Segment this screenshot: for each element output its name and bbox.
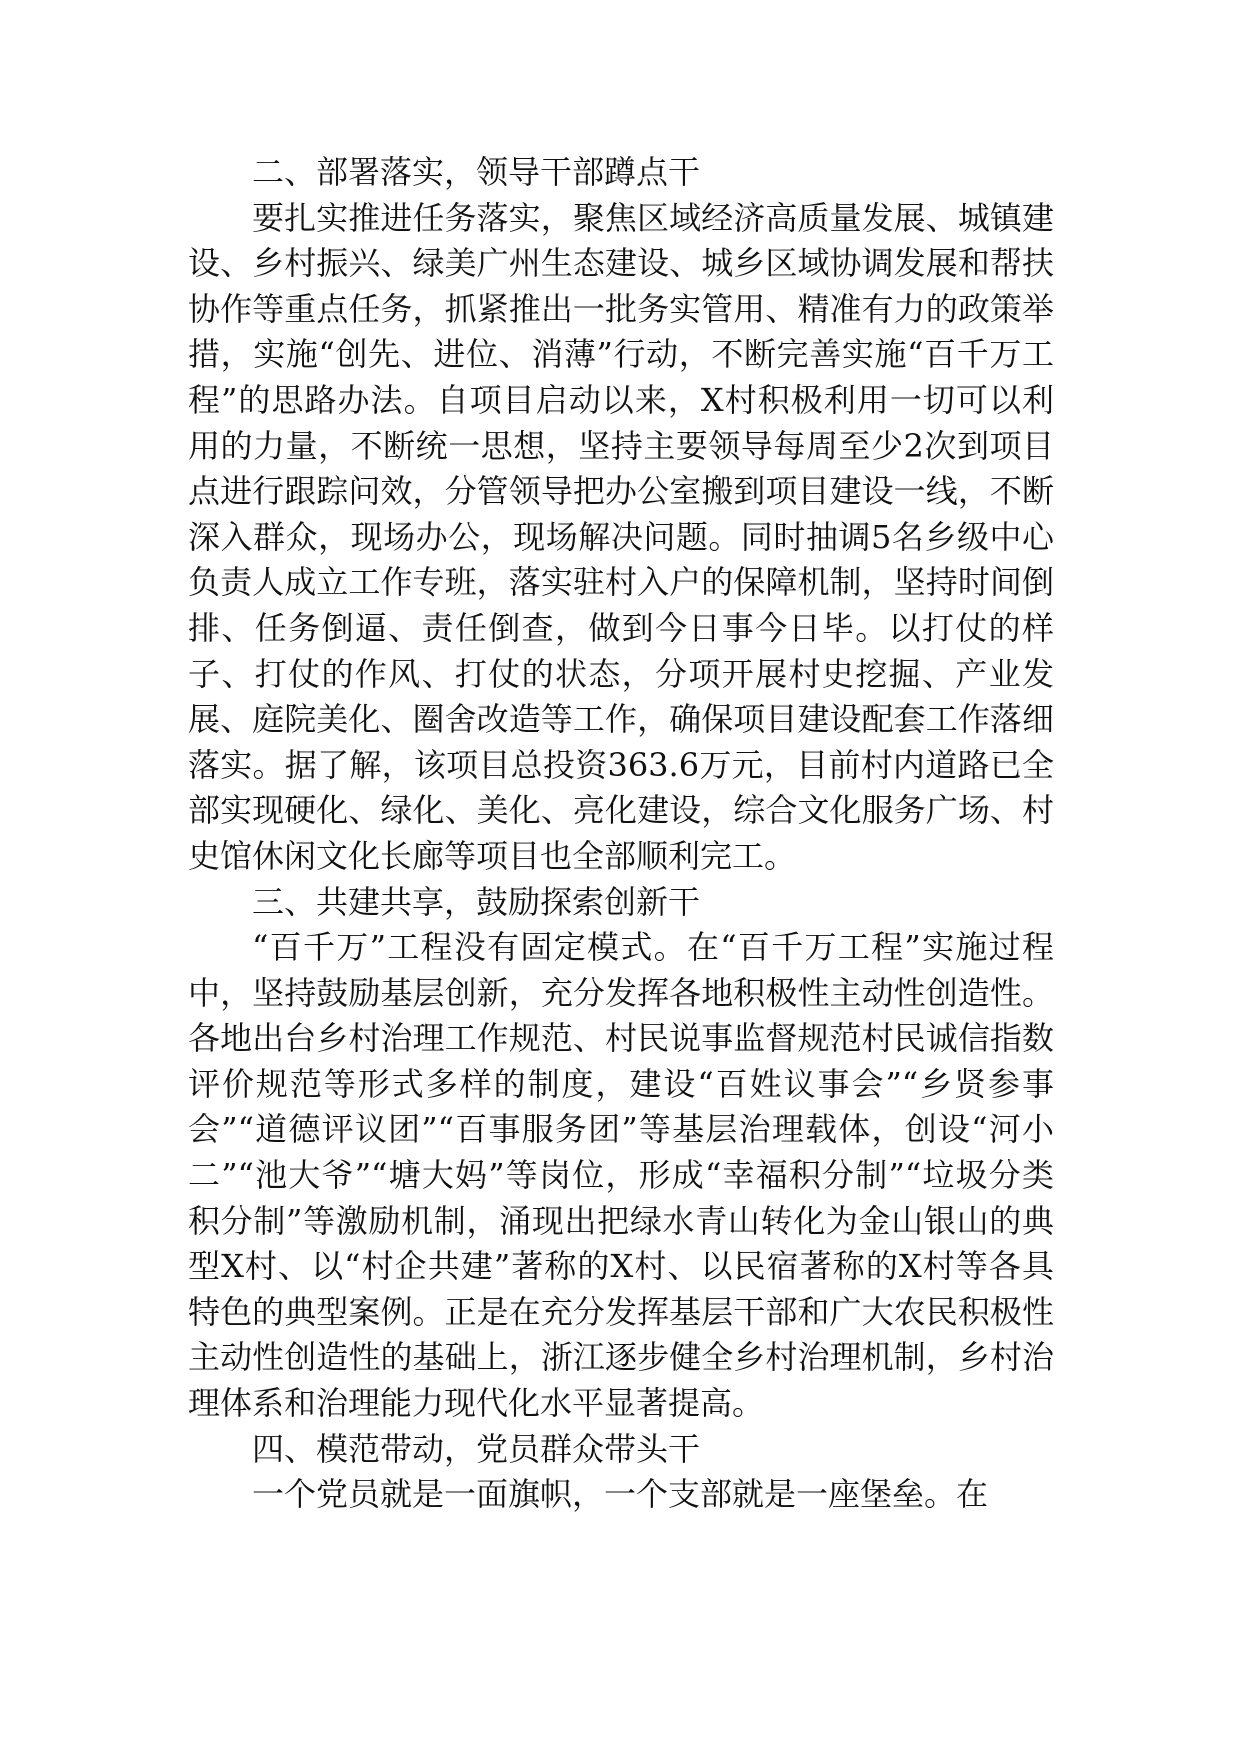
document-body (188, 150, 1054, 1518)
section-heading-4: 四、模范带动，党员群众带头干 (252, 1429, 701, 1468)
section-paragraph-2: 要扎实推进任务落实，聚焦区域经济高质量发展、城镇建设、乡村振兴、绿美广州生态建设、城乡区域协调发展和帮扶协作等重点任务，抓紧推出一批务实管用、精准有力的政策举措，实施“创先、进位、消薄”行动，不断完善实施“百千万工程”的思路办法。自项目启动以来，X村积极利用一切可以利用的力量，不断统一思想，坚持主要领导每周至少2次到项目点进行跟踪问效，分管领导把办公室搬到项目建设一线，不断深入群众，现场办公，现场解决问题。同时抽调5名乡级中心负责人成立工作专班，落实驻村入户的保障机制，坚持时间倒排、任务倒逼、责任倒查，做到今日事今日毕。以打仗的样子、打仗的作风、打仗的状态，分项开展村史挖掘、产业发展、庭院美化、圈舍改造等工作，确保项目建设配套工作落细落实。据了解，该项目总投资363.6万元，目前村内道路已全部实现硬化、绿化、美化、亮化建设，综合文化服务广场、村史馆休闲文化长廊等项目也全部顺利完工。 (188, 198, 1054, 875)
section-heading-2: 二、部署落实，领导干部蹲点干 (252, 153, 701, 191)
section-paragraph-4: 一个党员就是一面旗帜，一个支部就是一座堡垒。在 (252, 1475, 989, 1514)
section-paragraph-3: “百千万”工程没有固定模式。在“百千万工程”实施过程中，坚持鼓励基层创新，充分发挥各地积极性主动性创造性。各地出台乡村治理工作规范、村民说事监督规范村民诚信指数评价规范等形式多样的制度，建设“百姓议事会”“乡贤参事会”“道德评议团”“百事服务团”等基层治理载体，创设“河小二”“池大爷”“塘大妈”等岗位，形成“幸福积分制”“垃圾分类积分制”等激励机制，涌现出把绿水青山转化为金山银山的典型X村、以“村企共建”著称的X村、以民宿著称的X村等各具特色的典型案例。正是在充分发挥基层干部和广大农民积极性主动性创造性的基础上，浙江逐步健全乡村治理机制，乡村治理体系和治理能力现代化水平显著提高。 (188, 928, 1054, 1423)
section-heading-3: 三、共建共享，鼓励探索创新干 (252, 882, 701, 921)
